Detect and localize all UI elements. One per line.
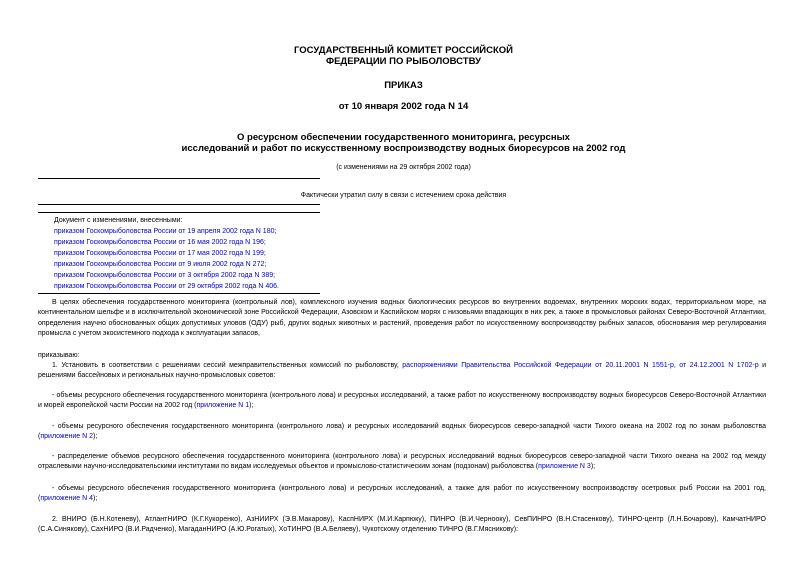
orders-label: приказываю: xyxy=(38,352,80,359)
subitem-3-paragraph xyxy=(38,452,766,473)
subitem-2-text: - объемы ресурсного обеспечения государственного мониторинга (контрольного лова) и ресурсных исследований водных биоресурсов северо-западной части Тихого океана на 2002 год по зонам рыболовства ( xyxy=(38,423,766,441)
divider xyxy=(38,178,320,179)
appendix-1-link[interactable]: приложение N 1 xyxy=(196,402,250,410)
issuer-line-1: ГОСУДАРСТВЕННЫЙ КОМИТЕТ РОССИЙСКОЙ xyxy=(293,45,514,56)
amendments-heading: Документ с изменениями, внесенными: xyxy=(54,217,183,224)
appendix-4-link[interactable]: приложение N 4 xyxy=(40,495,93,503)
document-date: от 10 января 2002 года N 14 xyxy=(338,101,469,112)
document-type: ПРИКАЗ xyxy=(384,80,423,91)
divider xyxy=(38,204,320,205)
divider xyxy=(38,293,320,294)
preamble-paragraph: В целях обеспечения государственного мониторинга (контрольный лов), комплексного изучения водных биологических ресурсов во внутренних водоемах, внутренних морских водах, территориальном море, на континентальном шельфе и в исключительной экономической зоне Российской Федерации, Азовском и Каспийском морях с низовьями впадающих в них рек, а также в промысловых районах Северо-Восточной Атлантики, определения научно обоснованных общих допустимых уловов (ОДУ) рыб, других водных животных и растений, проведения работ по искусственному воспроизводству рыбных запасов, обоснования мер регулирования промысла с учетом экосистемного подхода к эксплуатации запасов, xyxy=(38,299,766,338)
issuer-line-2: ФЕДЕРАЦИИ ПО РЫБОЛОВСТВУ xyxy=(325,56,481,67)
amendment-link[interactable]: приказом Госкомрыболовства России от 29 октября 2002 года N 406. xyxy=(54,283,279,290)
government-decree-link[interactable]: распоряжениями Правительства Российской Федерации от 20.11.2001 N 1551-р, от 24.12.2001 N 1702-р xyxy=(402,362,759,369)
divider xyxy=(38,212,320,213)
amendment-link[interactable]: приказом Госкомрыболовства России от 9 июля 2002 года N 272; xyxy=(54,261,267,268)
subitem-3-text: - распределение объемов ресурсного обеспечения государственного мониторинга (контрольного лова) и ресурсных исследований водных биоресурсов северо-западной части Тихого океана на 2002 год между отраслевыми научно-исследовательскими институтами по видам исследуемых объектов и промыслово-статистическим зонам (подзонам) рыболовства ( xyxy=(38,453,766,471)
item-1-text: 1. Установить в соответствии с решениями сессий межправительственных комиссий по рыболовству, xyxy=(52,362,403,369)
appendix-3-link[interactable]: приложение N 3 xyxy=(538,463,591,471)
subitem-2-paragraph xyxy=(38,422,766,443)
subitem-4-end: ); xyxy=(93,495,98,503)
subitem-4-text: - объемы ресурсного обеспечения государственного мониторинга (контрольного лова) и ресурсных исследований, а также для работ по искусственному воспроизводству осетровых рыб России на 2001 год, ( xyxy=(38,485,766,503)
subitem-1-end: ); xyxy=(249,402,254,410)
item-1-paragraph xyxy=(38,361,766,382)
status-note: Фактически утратил силу в связи с истечением срока действия xyxy=(300,192,507,199)
item-2-paragraph: 2. ВНИРО (Б.Н.Котеневу), АтлантНИРО (К.Г.Кукоренко), АзНИИРХ (Э.В.Макарову), КаспНИРХ (М.И.Карпюку), ПИНРО (В.И.Чернооку), СевПИНРО (В.Н.Стасенкову), ТИНРО-центр (Л.Н.Бочарову), КамчатНИРО (С.А.Синякову), СахНИРО (В.И.Радченко), МагаданНИРО (А.Ю.Рогатых), ХоТИНРО (В.А.Беляеву), Чукотскому отделению ТИНРО (В.Г.Мясникову): xyxy=(38,516,766,534)
item-1-text-end: и решениями бассейновых и региональных научно-промысловых советов: xyxy=(38,362,766,380)
subitem-3-end: ); xyxy=(590,463,596,471)
subitem-4-paragraph xyxy=(38,484,766,505)
amendment-link[interactable]: приказом Госкомрыболовства России от 3 октября 2002 года N 389; xyxy=(54,272,276,279)
amendment-link[interactable]: приказом Госкомрыболовства России от 17 мая 2002 года N 199; xyxy=(54,250,266,257)
amendment-link[interactable]: приказом Госкомрыболовства России от 16 мая 2002 года N 196; xyxy=(54,239,266,246)
document-subject-line-1: О ресурсном обеспечении государственного мониторинга, ресурсных xyxy=(237,132,570,143)
subitem-1-text: - объемы ресурсного обеспечения государственного мониторинга (контрольного лова) и ресурсных исследований, а также работ по искусственному воспроизводству водных биоресурсов Северо-Восточной Атлантики и морей европейской части России на 2002 год ( xyxy=(38,392,766,410)
document-subject-line-2: исследований и работ по искусственному воспроизводству водных биоресурсов на 2002 год xyxy=(181,143,626,154)
appendix-2-link[interactable]: приложение N 2 xyxy=(40,433,93,441)
subitem-2-end: ); xyxy=(93,433,98,441)
subitem-1-paragraph xyxy=(38,391,766,412)
amendment-link[interactable]: приказом Госкомрыболовства России от 19 апреля 2002 года N 180; xyxy=(54,228,277,235)
changes-note: (с изменениями на 29 октября 2002 года) xyxy=(336,164,471,171)
